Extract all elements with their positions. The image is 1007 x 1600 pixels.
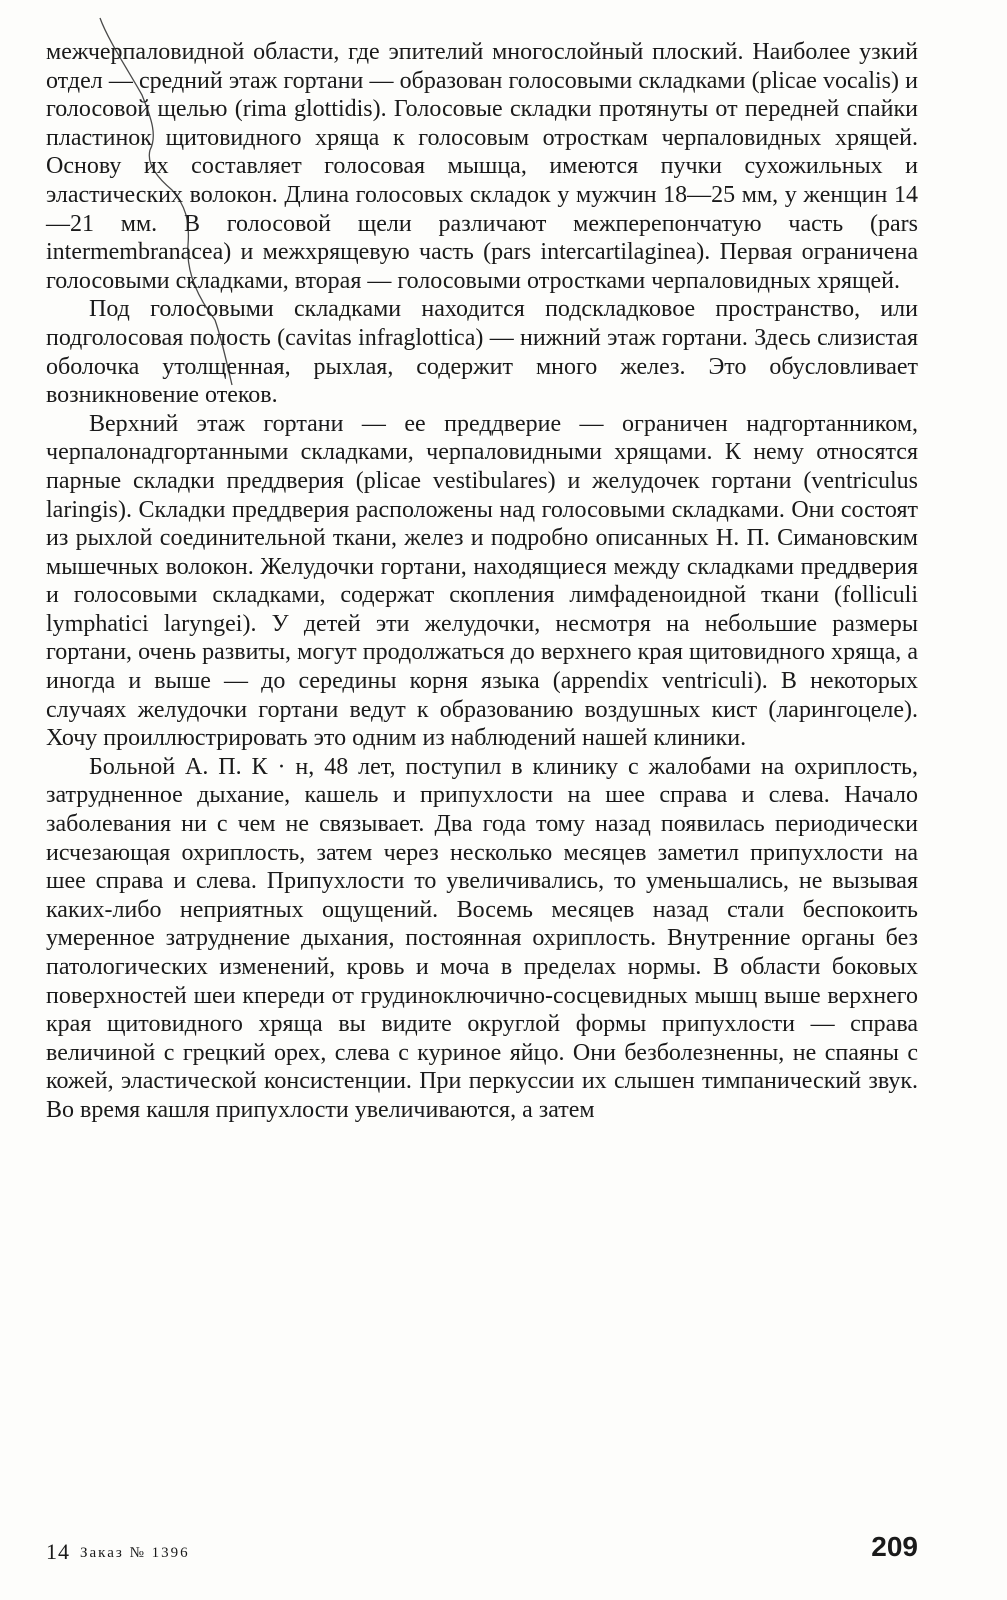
signature-number: 14: [46, 1539, 70, 1564]
paragraph-3: Верхний этаж гортани — ее преддверие — ограничен надгортанником, черпалонадгортанными складками, черпаловидными хрящами. К нему относятся парные складки преддверия (plicae vestibulares) и желудочек гортани (ventriculus laringis). Складки преддверия расположены над голосовыми складками. Они состоят из рыхлой соединительной ткани, желез и подробно описанных Н. П. Симановским мышечных волокон. Желудочки гортани, находящиеся между складками преддверия и голосовыми складками, содержат скопления лимфаденоидной ткани (folliculi lymphatici laryngei). У детей эти желудочки, несмотря на небольшие размеры гортани, очень развиты, могут продолжаться до верхнего края щитовидного хряща, а иногда и выше — до середины корня языка (appendix ventriculi). В некоторых случаях желудочки гортани ведут к образованию воздушных кист (ларингоцеле). Хочу проиллюстрировать это одним из наблюдений нашей клиники.: [46, 410, 918, 752]
paragraph-1: межчерпаловидной области, где эпителий многослойный плоский. Наиболее узкий отдел — средний этаж гортани — образован голосовыми складками (plicae vocalis) и голосовой щелью (rima glottidis). Голосовые складки протянуты от передней спайки пластинок щитовидного хряща к голосовым отросткам черпаловидных хрящей. Основу их составляет голосовая мышца, имеются пучки сухожильных и эластических волокон. Длина голосовых складок у мужчин 18—25 мм, у женщин 14—21 мм. В голосовой щели различают межперепончатую часть (pars intermembranacea) и межхрящевую часть (pars intercartilaginea). Первая ограничена голосовыми складками, вторая — голосовыми отростками черпаловидных хрящей.: [46, 39, 918, 294]
body-text: [46, 38, 918, 1125]
printer-signature: [46, 1539, 190, 1565]
paragraph-4: Больной А. П. К · н, 48 лет, поступил в клинику с жалобами на охриплость, затрудненное дыхание, кашель и припухлости на шее справа и слева. Начало заболевания ни с чем не связывает. Два года тому назад появилась периодически исчезающая охриплость, затем через несколько месяцев заметил припухлости на шее справа и слева. Припухлости то увеличивались, то уменьшались, не вызывая каких-либо неприятных ощущений. Восемь месяцев назад стали беспокоить умеренное затруднение дыхания, постоянная охриплость. Внутренние органы без патологических изменений, кровь и моча в пределах нормы. В области боковых поверхностей шеи кпереди от грудиноключично-сосцевидных мышц выше верхнего края щитовидного хряща вы видите округлой формы припухлости — справа величиной с грецкий орех, слева с куриное яйцо. Они безболезненны, не спаяны с кожей, эластической консистенции. При перкуссии их слышен тимпанический звук. Во время кашля припухлости увеличиваются, а затем: [46, 753, 918, 1123]
page-footer: [46, 1525, 918, 1565]
order-number: Заказ № 1396: [80, 1545, 190, 1561]
paragraph-2: Под голосовыми складками находится подскладковое пространство, или подголосовая полость (cavitas infraglottica) — нижний этаж гортани. Здесь слизистая оболочка утолщенная, рыхлая, содержит много желез. Это обусловливает возникновение отеков.: [46, 296, 918, 409]
page-number: 209: [871, 1531, 918, 1562]
